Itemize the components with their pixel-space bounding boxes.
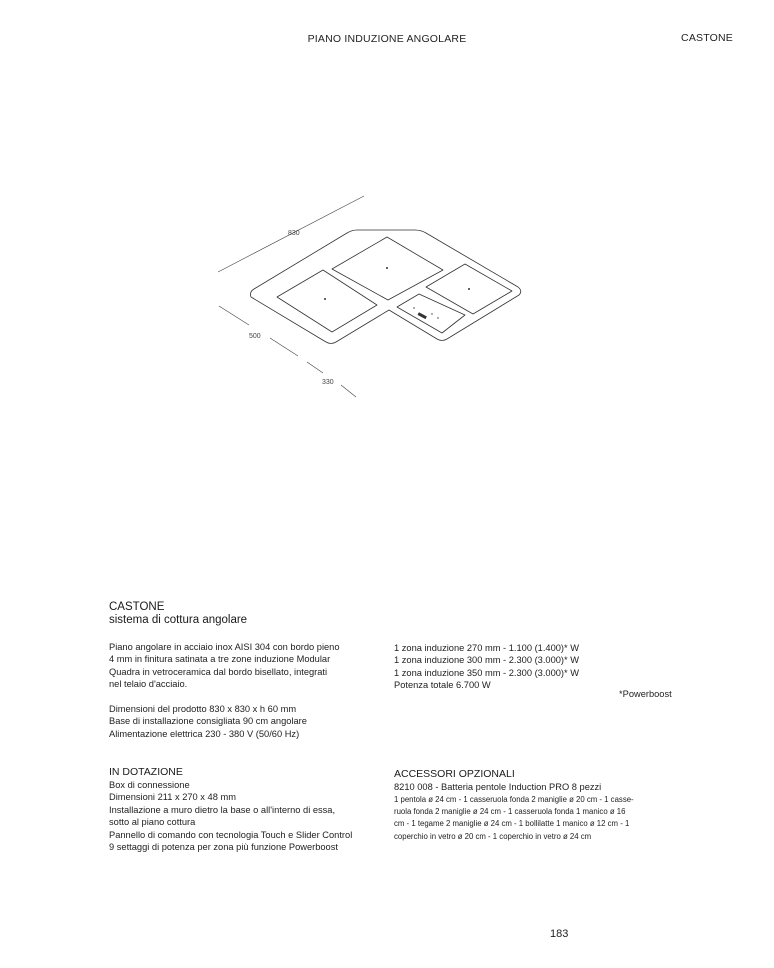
zone-marker-center [386, 267, 388, 269]
control-display [418, 312, 427, 319]
description-line: Piano angolare in acciaio inox AISI 304 con bordo pieno [109, 642, 340, 652]
hob-technical-drawing [0, 0, 774, 420]
dimension-label-330: 330 [322, 379, 334, 386]
accessory-detail-line: cm - 1 tegame 2 maniglie ø 24 cm - 1 bollilatte 1 manico ø 12 cm - 1 [394, 819, 630, 829]
cooking-zone-left [277, 270, 377, 332]
description-line: Quadra in vetroceramica dal bordo bisellato, integrati [109, 666, 328, 677]
hob-outline [250, 230, 520, 344]
accessory-detail-line: coperchio in vetro ø 20 cm - 1 coperchio in vetro ø 24 cm [394, 831, 592, 841]
included-line: sotto al piano cottura [109, 817, 196, 828]
included-title: IN DOTAZIONE [109, 766, 183, 778]
accessory-detail-line: ruola fonda 2 maniglie ø 24 cm - 1 casseruola fonda 1 manico ø 16 [394, 807, 626, 817]
product-subtitle: sistema di cottura angolare [109, 614, 248, 626]
spec-line: Base di installazione consigliata 90 cm angolare [109, 716, 307, 727]
powerboost-note: *Powerboost [619, 689, 672, 699]
zone-marker-left [324, 298, 326, 300]
induction-zones [394, 642, 579, 692]
dimension-label-500: 500 [249, 333, 261, 340]
accessories-item: 8210 008 - Batteria pentole Induction PRO 8 pezzi [394, 782, 602, 792]
dimension-line-330 [307, 362, 323, 373]
description-line: 4 mm in finitura satinata a tre zone induzione Modular [109, 654, 331, 665]
product-name: CASTONE [109, 601, 165, 613]
zone-line: 1 zona induzione 270 mm - 1.100 (1.400)* W [394, 643, 580, 653]
description-line: nel telaio d'acciaio. [109, 679, 188, 690]
included-line: Dimensioni 211 x 270 x 48 mm [109, 792, 236, 803]
page-header-title: PIANO INDUZIONE ANGOLARE [307, 33, 467, 45]
included-list [109, 779, 352, 853]
accessory-detail-line: 1 pentola ø 24 cm - 1 casseruola fonda 2 maniglie ø 20 cm - 1 casse- [394, 795, 634, 804]
zone-marker-right [468, 288, 470, 290]
spec-line: Dimensioni del prodotto 830 x 830 x h 60 mm [109, 704, 297, 714]
page-number: 183 [550, 928, 569, 940]
accessories-title: ACCESSORI OPZIONALI [394, 768, 515, 780]
dimension-label-830: 830 [288, 230, 300, 237]
product-description [109, 641, 340, 691]
control-panel [397, 294, 465, 333]
page-header-brand: CASTONE [681, 32, 733, 44]
accessories-details [394, 794, 634, 843]
included-line: Box di connessione [109, 780, 190, 790]
total-power-line: Potenza totale 6.700 W [394, 680, 491, 691]
included-line: 9 settaggi di potenza per zona più funzione Powerboost [109, 842, 338, 853]
product-specs [109, 703, 307, 740]
spec-line: Alimentazione elettrica 230 - 380 V (50/60 Hz) [109, 728, 300, 739]
included-line: Installazione a muro dietro la base o all'interno di essa, [109, 804, 336, 815]
dimension-line-500 [219, 306, 249, 325]
zone-line: 1 zona induzione 300 mm - 2.300 (3.000)* W [394, 655, 580, 666]
zone-line: 1 zona induzione 350 mm - 2.300 (3.000)* W [394, 667, 580, 678]
included-line: Pannello di comando con tecnologia Touch e Slider Control [109, 829, 353, 840]
